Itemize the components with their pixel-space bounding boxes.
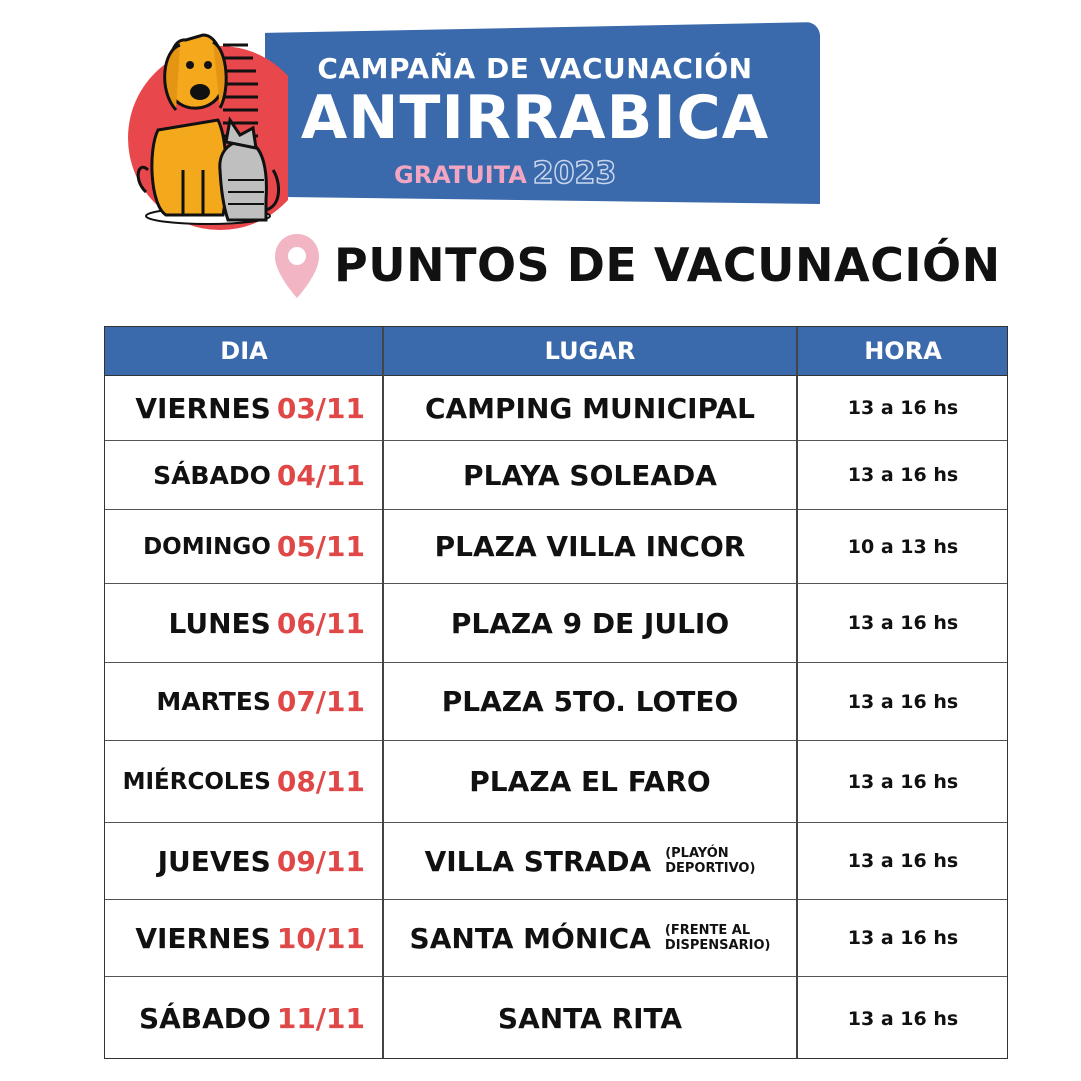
dog-and-cat-illustration xyxy=(128,20,288,235)
hour-range: 13 a 16 hs xyxy=(847,612,959,634)
day-name: VIERNES xyxy=(135,391,271,425)
day-date: 09/11 xyxy=(276,844,365,878)
cell-dia xyxy=(105,510,383,583)
cell-hora xyxy=(797,823,1009,899)
cell-lugar xyxy=(383,510,797,583)
hour-range: 13 a 16 hs xyxy=(847,850,959,872)
table-row xyxy=(105,741,1007,823)
cell-lugar xyxy=(383,741,797,822)
location-pin-icon xyxy=(272,232,322,300)
day-name: DOMINGO xyxy=(143,533,271,560)
place-name: SANTA MÓNICA xyxy=(409,921,651,955)
hour-range: 13 a 16 hs xyxy=(847,690,959,713)
column-divider xyxy=(382,327,384,1058)
campaign-subtitle: CAMPAÑA DE VACUNACIÓN xyxy=(317,52,753,85)
campaign-tagline xyxy=(394,156,616,191)
hour-range: 13 a 16 hs xyxy=(847,397,959,419)
header-dia: DIA xyxy=(220,337,268,365)
hour-range: 13 a 16 hs xyxy=(847,464,959,486)
cell-dia xyxy=(105,741,383,822)
place-name: PLAZA EL FARO xyxy=(469,765,711,798)
cell-lugar xyxy=(383,977,797,1060)
cell-lugar xyxy=(383,376,797,440)
vaccination-schedule-table xyxy=(104,326,1008,1059)
cell-lugar xyxy=(383,441,797,509)
hour-range: 13 a 16 hs xyxy=(847,1007,959,1030)
table-header xyxy=(105,327,1007,376)
cell-dia xyxy=(105,376,383,440)
day-name: VIERNES xyxy=(135,921,271,955)
cell-hora xyxy=(797,376,1009,440)
place-name: PLAYA SOLEADA xyxy=(463,458,717,492)
place-name: PLAZA 5TO. LOTEO xyxy=(441,685,739,718)
table-row xyxy=(105,584,1007,663)
cell-dia xyxy=(105,663,383,740)
table-row xyxy=(105,900,1007,977)
hour-range: 13 a 16 hs xyxy=(847,927,959,949)
cell-lugar xyxy=(383,584,797,662)
cell-dia xyxy=(105,584,383,662)
table-row xyxy=(105,663,1007,741)
place-note: (PLAYÓN DEPORTIVO) xyxy=(665,846,756,876)
cell-hora xyxy=(797,510,1009,583)
day-date: 04/11 xyxy=(276,458,365,492)
cell-lugar xyxy=(383,663,797,740)
cell-hora xyxy=(797,441,1009,509)
day-date: 08/11 xyxy=(276,765,365,798)
header-lugar: LUGAR xyxy=(544,337,636,365)
place-name: VILLA STRADA xyxy=(424,844,652,878)
place-name: PLAZA VILLA INCOR xyxy=(434,530,746,563)
campaign-year: 2023 xyxy=(532,156,617,191)
day-name: MIÉRCOLES xyxy=(122,768,271,795)
day-date: 06/11 xyxy=(276,606,365,640)
cell-lugar xyxy=(383,823,797,899)
day-date: 07/11 xyxy=(276,685,365,718)
table-row xyxy=(105,510,1007,584)
table-row xyxy=(105,977,1007,1060)
place-note: (FRENTE AL DISPENSARIO) xyxy=(664,923,771,953)
cell-hora xyxy=(797,584,1009,662)
day-name: LUNES xyxy=(168,606,271,640)
day-name: MARTES xyxy=(156,687,271,716)
column-divider xyxy=(796,327,798,1058)
day-date: 03/11 xyxy=(276,391,365,425)
day-date: 11/11 xyxy=(276,1002,365,1035)
cell-dia xyxy=(105,900,383,976)
header-hora: HORA xyxy=(864,337,942,365)
cell-hora xyxy=(797,741,1009,822)
place-name: CAMPING MUNICIPAL xyxy=(424,391,756,425)
table-row xyxy=(105,441,1007,510)
day-name: SÁBADO xyxy=(153,460,271,490)
cell-dia xyxy=(105,977,383,1060)
campaign-title: ANTIRRABICA xyxy=(300,83,770,153)
section-title: PUNTOS DE VACUNACIÓN xyxy=(334,238,1001,292)
hour-range: 10 a 13 hs xyxy=(847,535,959,558)
cell-hora xyxy=(797,663,1009,740)
hour-range: 13 a 16 hs xyxy=(847,770,959,793)
table-row xyxy=(105,376,1007,441)
cell-dia xyxy=(105,441,383,509)
day-date: 10/11 xyxy=(276,921,365,955)
table-row xyxy=(105,823,1007,900)
place-name: SANTA RITA xyxy=(497,1002,683,1035)
day-date: 05/11 xyxy=(276,530,365,563)
cell-lugar xyxy=(383,900,797,976)
cell-dia xyxy=(105,823,383,899)
place-name: PLAZA 9 DE JULIO xyxy=(450,606,730,640)
day-name: JUEVES xyxy=(157,844,271,878)
cell-hora xyxy=(797,977,1009,1060)
gratuita-label: GRATUITA xyxy=(394,161,527,189)
day-name: SÁBADO xyxy=(138,1002,271,1035)
cell-hora xyxy=(797,900,1009,976)
